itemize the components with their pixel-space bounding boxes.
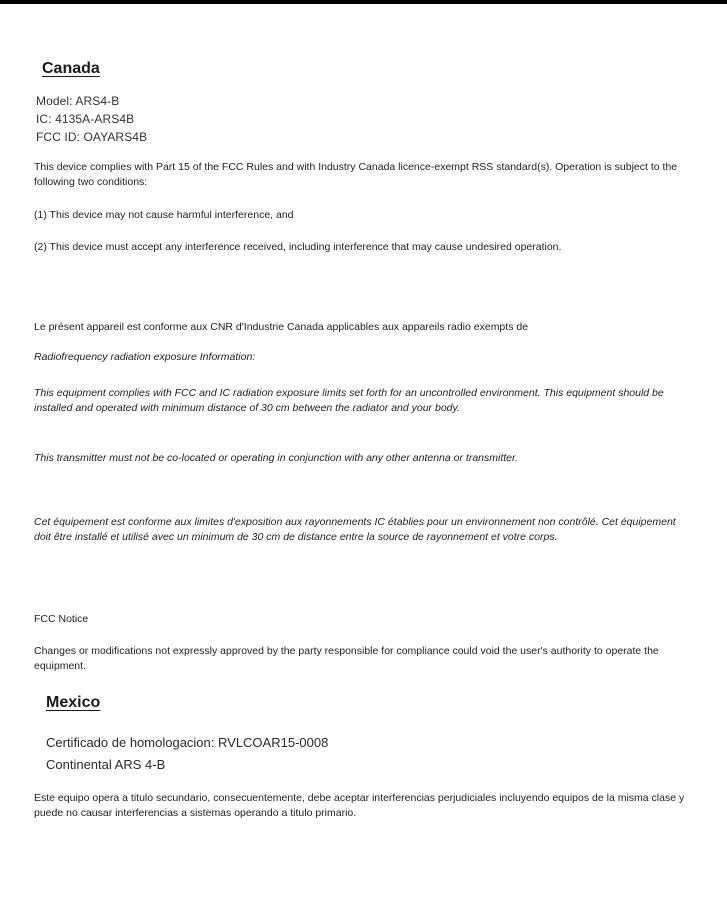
french-rf-exposure-statement: Cet équipement est conforme aux limites d'exposition aux rayonnements IC établies pour un environnement non contrôlé. Cet équipement doit être installé et utilisé avec un minimum de 30 cm de distance entre la source de rayonnement et votre corps. — [34, 516, 676, 543]
french-compliance-notice: Le présent appareil est conforme aux CNR d'Industrie Canada applicables aux appareils radio exempts de — [34, 321, 529, 333]
rf-exposure-statement: This equipment complies with FCC and IC radiation exposure limits set forth for an uncontrolled environment. This equipment should be installed and operated with minimum distance of 30 cm between the radiator and your body. — [34, 387, 664, 414]
condition-2: (2) This device must accept any interference received, including interference that may cause undesired operation. — [34, 241, 562, 253]
fcc-compliance-statement: This device complies with Part 15 of the FCC Rules and with Industry Canada licence-exempt RSS standard(s). Operation is subject to the following two conditions: — [34, 161, 678, 188]
fcc-notice-heading: FCC Notice — [34, 613, 89, 625]
fcc-notice-statement: Changes or modifications not expressly approved by the party responsible for compliance could void the user's authority to operate the equipment. — [34, 645, 659, 672]
ic-number: IC: 4135A-ARS4B — [36, 112, 135, 126]
homologation-certificate: Certificado de homologacion: RVLCOAR15-0008 — [46, 735, 329, 750]
condition-1: (1) This device may not cause harmful interference, and — [34, 209, 294, 221]
rf-exposure-heading: Radiofrequency radiation exposure Information: — [34, 351, 256, 363]
product-name: Continental ARS 4-B — [46, 757, 166, 772]
mexico-heading: Mexico — [46, 694, 101, 711]
top-divider — [0, 0, 727, 4]
canada-heading: Canada — [42, 60, 100, 77]
mexico-interference-notice: Este equipo opera a titulo secundario, consecuentemente, debe aceptar interferencias perjudiciales incluyendo equipos de la misma clase y puede no causar interferencias a sistemas operando a titulo primario. — [34, 792, 685, 819]
model-number: Model: ARS4-B — [36, 94, 120, 108]
transmitter-colocation-statement: This transmitter must not be co-located or operating in conjunction with any other antenna or transmitter. — [34, 452, 519, 464]
fcc-id: FCC ID: OAYARS4B — [36, 130, 148, 144]
